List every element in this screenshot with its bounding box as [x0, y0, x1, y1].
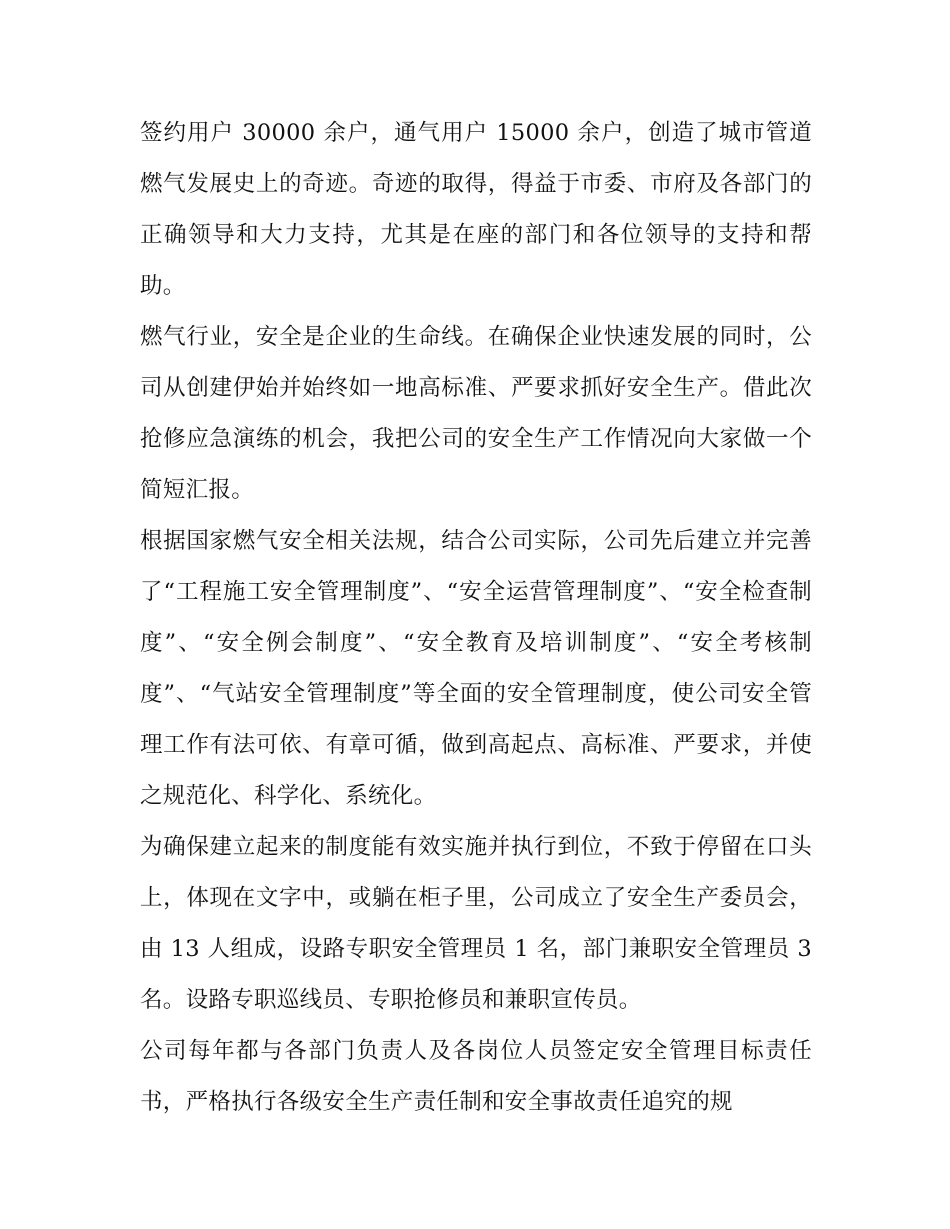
- paragraph-1: 签约用户 30000 余户，通气用户 15000 余户，创造了城市管道燃气发展史上的奇迹。奇迹的取得，得益于市委、市府及各部门的正确领导和大力支持，尤其是在座的部门和各位领导的支持和帮助。: [140, 120, 812, 299]
- paragraph-3: 根据国家燃气安全相关法规，结合公司实际，公司先后建立并完善了“工程施工安全管理制度”、“安全运营管理制度”、“安全检查制度”、“安全例会制度”、“安全教育及培训制度”、“安全考核制度”、“气站安全管理制度”等全面的安全管理制度，使公司安全管理工作有法可依、有章可循，做到高起点、高标准、严要求，并使之规范化、科学化、系统化。: [140, 528, 812, 809]
- paragraph-2: 燃气行业，安全是企业的生命线。在确保企业快速发展的同时，公司从创建伊始并始终如一地高标准、严要求抓好安全生产。借此次抢修应急演练的机会，我把公司的安全生产工作情况向大家做一个简短汇报。: [140, 324, 812, 503]
- paragraph-4: 为确保建立起来的制度能有效实施并执行到位，不致于停留在口头上，体现在文字中，或躺在柜子里，公司成立了安全生产委员会，由 13 人组成，设路专职安全管理员 1 名，部门兼职安全管理员 3 名。设路专职巡线员、专职抢修员和兼职宣传员。: [140, 834, 812, 1013]
- document-body: [140, 108, 812, 1128]
- paragraph-5: 公司每年都与各部门负责人及各岗位人员签定安全管理目标责任书，严格执行各级安全生产责任制和安全事故责任追究的规: [140, 1038, 812, 1115]
